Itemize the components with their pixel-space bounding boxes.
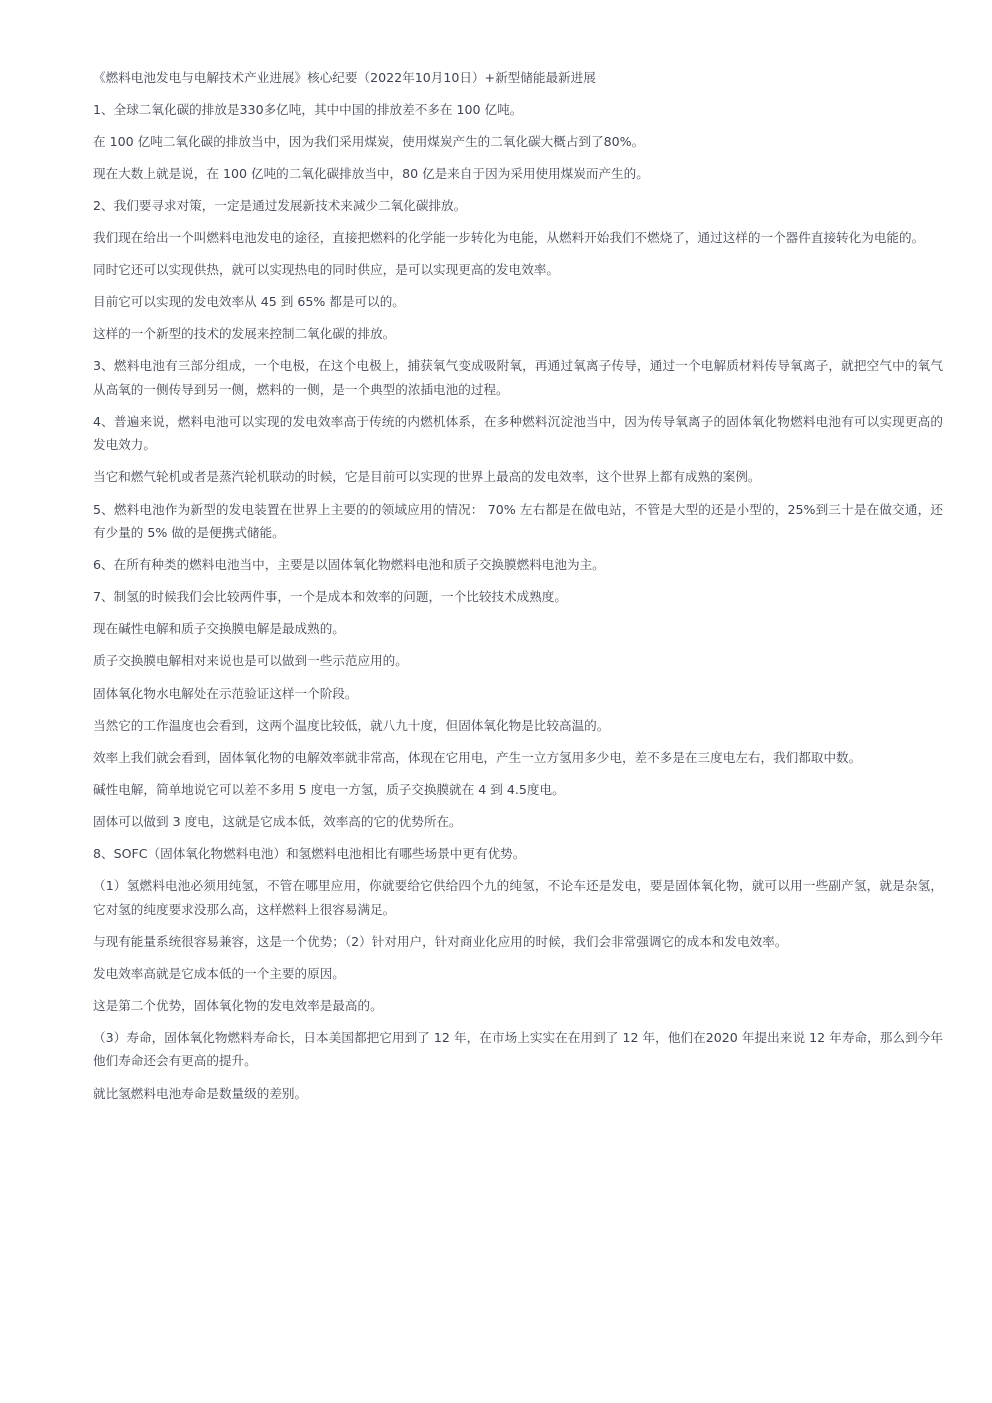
- paragraph: 3、燃料电池有三部分组成，一个电极，在这个电极上，捕获氧气变成吸附氧，再通过氧离子传导，通过一个电解质材料传导氧离子，就把空气中的氧气从高氧的一侧传导到另一侧，燃料的一侧，是一个典型的浓插电池的过程。: [93, 358, 943, 397]
- paragraph: 在 100 亿吨二氧化碳的排放当中，因为我们采用煤炭，使用煤炭产生的二氧化碳大概占到了80%。: [93, 133, 645, 149]
- paragraph: 碱性电解，简单地说它可以差不多用 5 度电一方氢，质子交换膜就在 4 到 4.5度电。: [93, 781, 565, 797]
- paragraph: 2、我们要寻求对策，一定是通过发展新技术来减少二氧化碳排放。: [93, 197, 467, 213]
- paragraph: 现在大数上就是说，在 100 亿吨的二氧化碳排放当中，80 亿是来自于因为采用使用煤炭而产生的。: [93, 165, 649, 181]
- paragraph: 6、在所有种类的燃料电池当中，主要是以固体氧化物燃料电池和质子交换膜燃料电池为主。: [93, 557, 605, 573]
- paragraph: 固体可以做到 3 度电，这就是它成本低，效率高的它的优势所在。: [93, 813, 462, 829]
- paragraph: 质子交换膜电解相对来说也是可以做到一些示范应用的。: [93, 653, 408, 669]
- paragraph: 当然它的工作温度也会看到，这两个温度比较低，就八九十度，但固体氧化物是比较高温的。: [93, 717, 610, 733]
- paragraph: 就比氢燃料电池寿命是数量级的差别。: [93, 1085, 308, 1101]
- paragraph: （1）氢燃料电池必须用纯氢，不管在哪里应用，你就要给它供给四个九的纯氢，不论车还是发电，要是固体氧化物，就可以用一些副产氢，就是杂氢，它对氢的纯度要求没那么高，这样燃料上很容易满足。: [93, 878, 943, 917]
- document-body: [93, 98, 943, 1106]
- paragraph: 1、全球二氧化碳的排放是330多亿吨，其中中国的排放差不多在 100 亿吨。: [93, 101, 523, 117]
- paragraph: 现在碱性电解和质子交换膜电解是最成熟的。: [93, 621, 345, 637]
- document-page: [93, 66, 943, 1114]
- paragraph: 当它和燃气轮机或者是蒸汽轮机联动的时候，它是目前可以实现的世界上最高的发电效率，这个世界上都有成熟的案例。: [93, 469, 761, 485]
- paragraph: 目前它可以实现的发电效率从 45 到 65% 都是可以的。: [93, 294, 405, 310]
- paragraph: 效率上我们就会看到，固体氧化物的电解效率就非常高，体现在它用电，产生一立方氢用多少电，差不多是在三度电左右，我们都取中数。: [93, 749, 862, 765]
- paragraph: 与现有能量系统很容易兼容，这是一个优势；（2）针对用户，针对商业化应用的时候，我们会非常强调它的成本和发电效率。: [93, 933, 788, 949]
- paragraph: 4、普遍来说，燃料电池可以实现的发电效率高于传统的内燃机体系，在多种燃料沉淀池当中，因为传导氧离子的固体氧化物燃料电池有可以实现更高的发电效力。: [93, 413, 943, 453]
- paragraph: 发电效率高就是它成本低的一个主要的原因。: [93, 965, 345, 981]
- paragraph: 固体氧化物水电解处在示范验证这样一个阶段。: [93, 685, 358, 701]
- paragraph: 这是第二个优势，固体氧化物的发电效率是最高的。: [93, 997, 383, 1013]
- paragraph: 我们现在给出一个叫燃料电池发电的途径，直接把燃料的化学能一步转化为电能，从燃料开始我们不燃烧了，通过这样的一个器件直接转化为电能的。: [93, 229, 925, 245]
- paragraph: 同时它还可以实现供热，就可以实现热电的同时供应，是可以实现更高的发电效率。: [93, 261, 559, 277]
- paragraph: 这样的一个新型的技术的发展来控制二氧化碳的排放。: [93, 326, 396, 342]
- paragraph: （3）寿命，固体氧化物燃料寿命长，日本美国都把它用到了 12 年，在市场上实实在在用到了 12 年，他们在2020 年提出来说 12 年寿命，那么到今年他们寿命还会有更高的提升。: [93, 1029, 943, 1069]
- paragraph: 5、燃料电池作为新型的发电装置在世界上主要的的领域应用的情况： 70% 左右都是在做电站，不管是大型的还是小型的，25%到三十是在做交通，还有少量的 5% 做的是便携式储能。: [93, 501, 943, 541]
- paragraph: 8、SOFC（固体氧化物燃料电池）和氢燃料电池相比有哪些场景中更有优势。: [93, 845, 526, 861]
- document-title: 《燃料电池发电与电解技术产业进展》核心纪要（2022年10月10日）+新型储能最新进展: [93, 70, 596, 85]
- paragraph: 7、制氢的时候我们会比较两件事，一个是成本和效率的问题，一个比较技术成熟度。: [93, 589, 567, 605]
